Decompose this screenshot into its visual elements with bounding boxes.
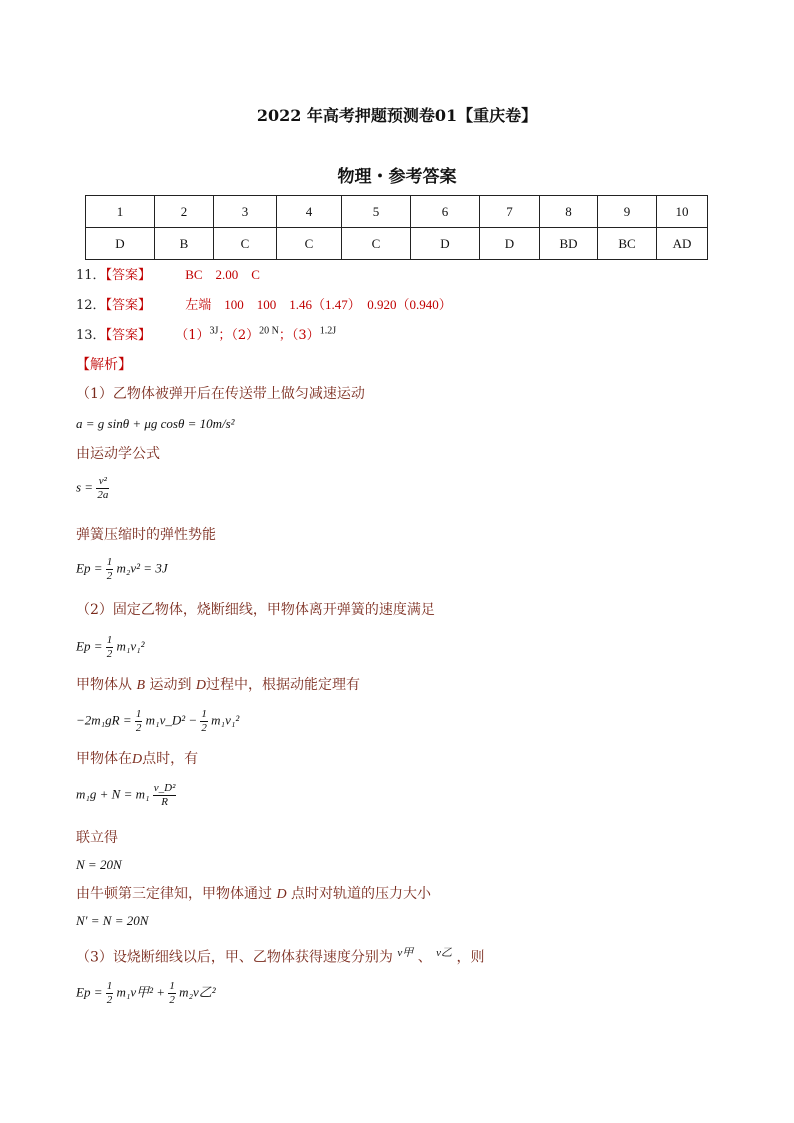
analysis-step7: 联立得 [76, 830, 118, 846]
equation-acceleration: a = g sinθ + μg cosθ = 10m/s² [76, 416, 235, 431]
q13-part3-answer: 1.2J [319, 325, 337, 337]
table-cell: 3 [214, 196, 277, 228]
fraction-half [135, 708, 143, 735]
point-d: D [276, 887, 287, 902]
analysis-step3: 弹簧压缩时的弹性势能 [76, 527, 216, 543]
fraction-denominator: 2 [201, 722, 207, 734]
point-b: B [136, 678, 146, 693]
table-cell: C [214, 228, 277, 260]
table-cell: D [86, 228, 155, 260]
q12-number: 12． [76, 298, 106, 313]
text: 甲物体在 [76, 751, 132, 767]
equation-momentum-energy [76, 980, 216, 1007]
fraction-denominator: R [161, 796, 168, 808]
fraction-half [106, 556, 114, 583]
fraction-numerator: 1 [106, 556, 113, 568]
table-cell: C [342, 228, 411, 260]
fraction-denominator: 2 [135, 722, 142, 734]
text: ，则 [456, 949, 485, 966]
equation-lhs: s = [76, 479, 94, 495]
fraction-half [106, 980, 114, 1007]
fraction-denominator: 2 [106, 994, 113, 1006]
equation-work-energy [76, 708, 239, 735]
analysis-step6 [76, 748, 198, 768]
equation-mid: m₁v甲² + [116, 984, 166, 1000]
q13-part1-label: （1） [175, 328, 210, 343]
answer-table-answer-row [86, 228, 708, 260]
velocity-body2: v乙 [436, 947, 453, 959]
fraction-denominator: 2 [106, 648, 113, 660]
table-cell: 10 [657, 196, 708, 228]
velocity-body1: v甲 [397, 947, 414, 959]
table-cell: 7 [480, 196, 540, 228]
text: （3）设烧断细线以后，甲、乙物体获得速度分别为 [76, 949, 393, 966]
equation-rhs: m₂v² = 3J [116, 560, 168, 576]
q11-number: 11． [76, 268, 106, 283]
fraction-numerator: v_D² [153, 782, 176, 794]
answer-table [85, 195, 708, 260]
q11-answer: BC 2.00 C [185, 267, 260, 282]
equation-centripetal [76, 782, 176, 809]
equation-rhs: m₁v₁² [211, 712, 240, 728]
equation-lhs: Ep = [76, 638, 103, 654]
q13-part2-answer: 20 N [259, 325, 279, 337]
table-cell: BC [598, 228, 657, 260]
q11-line [76, 264, 260, 283]
equation-mid: m₁v_D² − [145, 712, 198, 728]
equation-lhs: m₁g + N = m₁ [76, 786, 150, 802]
equation-lhs: Ep = [76, 984, 103, 1000]
q12-answer: 左端 100 100 1.46（1.47） 0.920（0.940） [185, 297, 452, 312]
text: 点时，有 [142, 751, 199, 767]
analysis-step2: 由运动学公式 [76, 446, 160, 462]
table-cell: AD [657, 228, 708, 260]
fraction-numerator: v² [96, 475, 109, 489]
analysis-label: 【解析】 [76, 357, 132, 373]
analysis-step8 [76, 883, 431, 903]
table-cell: B [155, 228, 214, 260]
text: 、 [417, 949, 432, 966]
text: 由牛顿第三定律知，甲物体通过 [76, 886, 272, 902]
q13-line [76, 324, 336, 343]
text: 运动到 [149, 677, 192, 693]
fraction [153, 782, 177, 809]
fraction-denominator: 2a [97, 489, 109, 501]
analysis-step5 [76, 674, 360, 694]
q13-part1-answer: 3J [209, 325, 219, 337]
equation-rhs: m₁v₁² [116, 638, 145, 654]
text: 点时对轨道的压力大小 [291, 886, 432, 902]
page-title: 2022 年高考押题预测卷01【重庆卷】 [256, 106, 538, 125]
table-cell: 5 [342, 196, 411, 228]
fraction-numerator: 1 [169, 980, 175, 992]
q13-tag: 【答案】 [105, 328, 152, 343]
analysis-step1: （1）乙物体被弹开后在传送带上做匀减速运动 [76, 386, 365, 402]
page-subtitle: 物理・参考答案 [337, 167, 457, 187]
analysis-step4: （2）固定乙物体，烧断细线，甲物体离开弹簧的速度满足 [76, 602, 435, 618]
equation-normal-force: N = 20N [76, 857, 122, 872]
table-cell: 1 [86, 196, 155, 228]
table-cell: BD [540, 228, 598, 260]
fraction-numerator: 1 [201, 708, 207, 720]
q11-tag: 【答案】 [105, 268, 152, 283]
q13-part2-label: ；（2） [218, 328, 260, 343]
equation-distance [76, 475, 109, 502]
q13-part3-label: ；（3） [278, 328, 320, 343]
text: 过程中，根据动能定理有 [206, 677, 361, 693]
equation-elastic-energy [76, 556, 168, 583]
fraction-numerator: 1 [135, 708, 142, 720]
q12-line [76, 294, 452, 313]
text: 甲物体从 [76, 677, 132, 693]
table-cell: D [480, 228, 540, 260]
q12-tag: 【答案】 [105, 298, 152, 313]
fraction [96, 475, 109, 502]
fraction-denominator: 2 [169, 994, 175, 1006]
equation-lhs: Ep = [76, 560, 103, 576]
point-d: D [132, 752, 143, 767]
fraction-denominator: 2 [106, 570, 113, 582]
answer-table-number-row [86, 196, 708, 228]
table-cell: 4 [277, 196, 342, 228]
table-cell: C [277, 228, 342, 260]
q13-number: 13． [76, 328, 106, 343]
equation-energy-body1 [76, 634, 145, 661]
analysis-step9 [76, 944, 485, 967]
table-cell: 6 [411, 196, 480, 228]
equation-rhs: m₂v乙² [179, 984, 216, 1000]
fraction-half [106, 634, 114, 661]
equation-third-law: N′ = N = 20N [76, 913, 149, 928]
table-cell: 9 [598, 196, 657, 228]
equation-lhs: −2m₁gR = [76, 712, 132, 728]
table-cell: D [411, 228, 480, 260]
fraction-numerator: 1 [106, 634, 113, 646]
fraction-half [168, 980, 176, 1007]
table-cell: 2 [155, 196, 214, 228]
table-cell: 8 [540, 196, 598, 228]
fraction-numerator: 1 [106, 980, 113, 992]
point-d: D [195, 678, 207, 693]
fraction-half [200, 708, 208, 735]
